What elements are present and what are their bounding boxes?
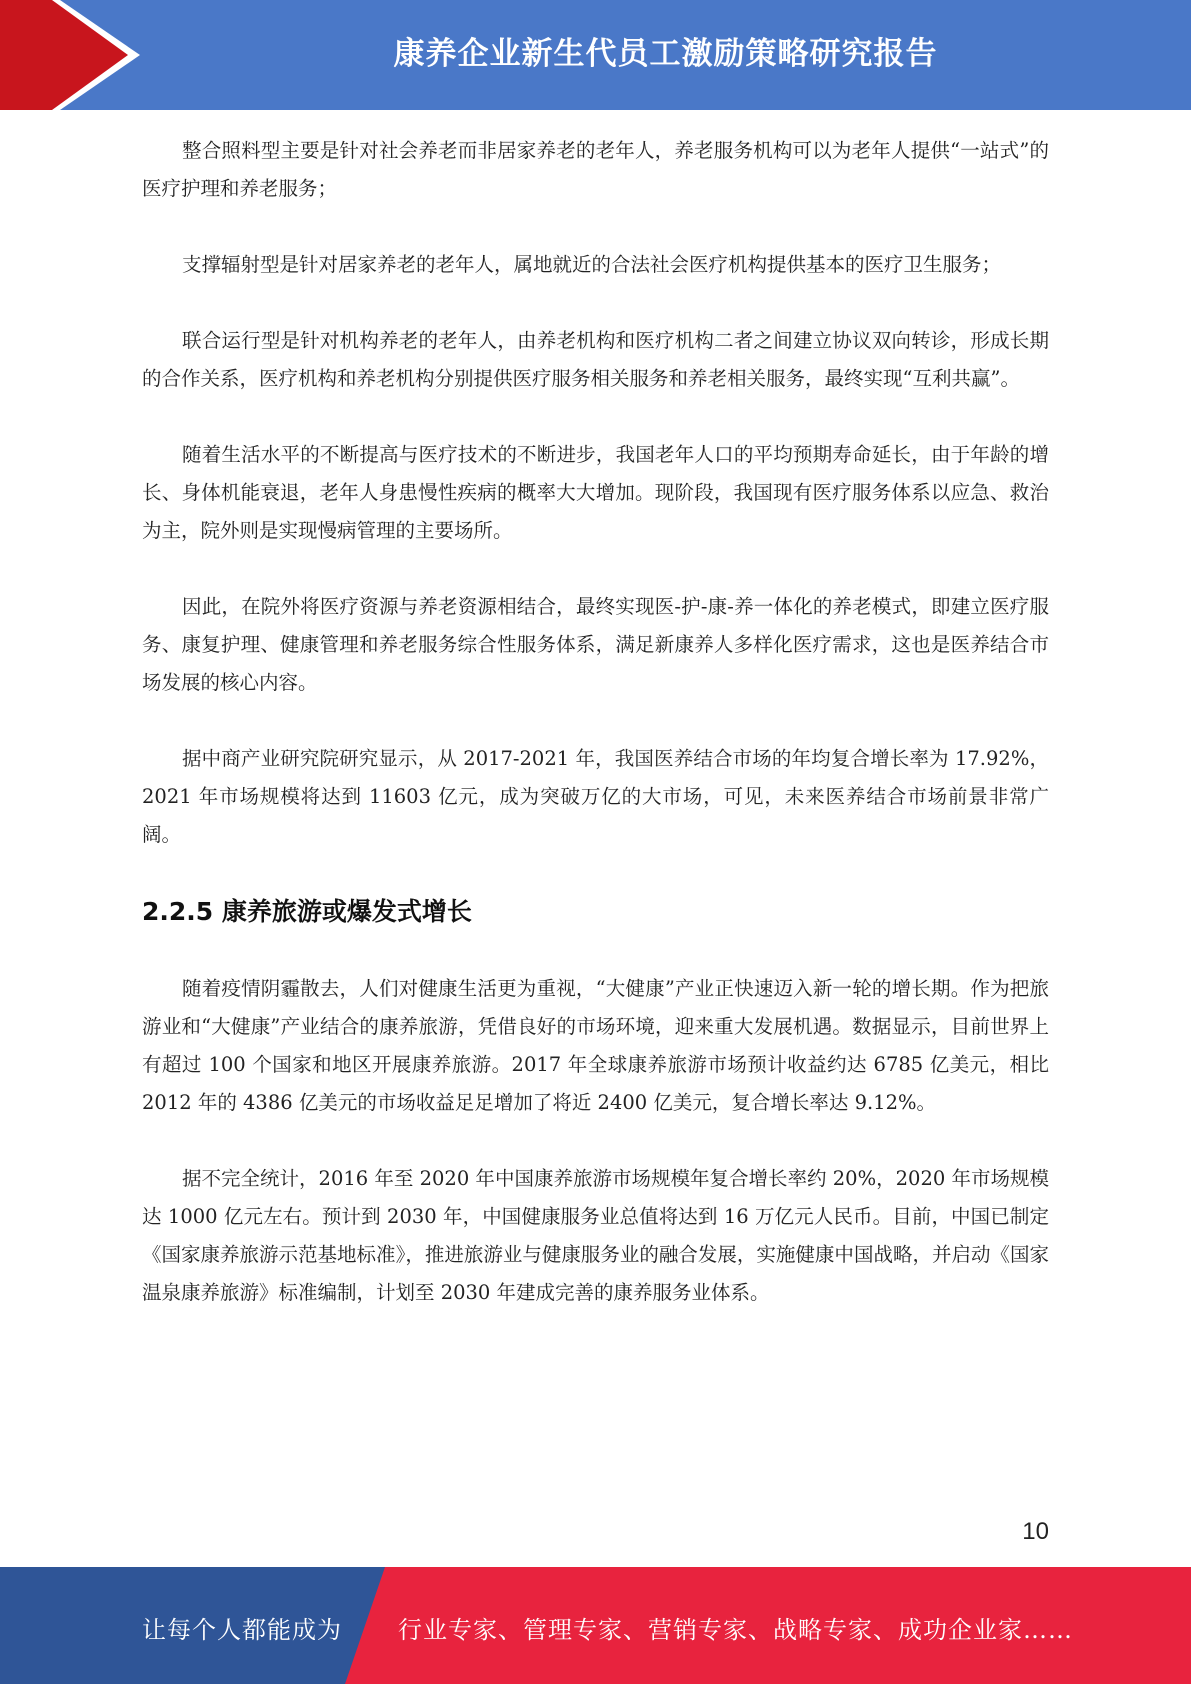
paragraph: 因此，在院外将医疗资源与养老资源相结合，最终实现医-护-康-养一体化的养老模式，即建立医疗服务、康复护理、健康管理和养老服务综合性服务体系，满足新康养人多样化医疗需求，这也是医养结合市场发展的核心内容。	[142, 595, 1049, 694]
report-title: 康养企业新生代员工激励策略研究报告	[393, 36, 938, 72]
paragraph: 据不完全统计，2016 年至 2020 年中国康养旅游市场规模年复合增长率约 20%，2020 年市场规模达 1000 亿元左右。预计到 2030 年，中国健康服务业总值将达到 16 万亿元人民币。目前，中国已制定《国家康养旅游示范基地标准》，推进旅游业与健康服务业的融合发展，实施健康中国战略，并启动《国家温泉康养旅游》标准编制，计划至 2030 年建成完善的康养服务业体系。	[142, 1167, 1049, 1304]
footer-slogan-right: 行业专家、管理专家、营销专家、战略专家、成功企业家……	[398, 1616, 1073, 1644]
paragraph: 联合运行型是针对机构养老的老年人，由养老机构和医疗机构二者之间建立协议双向转诊，形成长期的合作关系，医疗机构和养老机构分别提供医疗服务相关服务和养老相关服务，最终实现“互利共赢”。	[142, 329, 1049, 390]
red-arrow-flag-icon	[0, 0, 150, 110]
paragraph: 据中商产业研究院研究显示，从 2017-2021 年，我国医养结合市场的年均复合增长率为 17.92%，2021 年市场规模将达到 11603 亿元，成为突破万亿的大市场，可见，未来医养结合市场前景非常广阔。	[142, 747, 1049, 846]
page-header	[0, 0, 1191, 110]
paragraph: 随着生活水平的不断提高与医疗技术的不断进步，我国老年人口的平均预期寿命延长，由于年龄的增长、身体机能衰退，老年人身患慢性疾病的概率大大增加。现阶段，我国现有医疗服务体系以应急、救治为主，院外则是实现慢病管理的主要场所。	[142, 443, 1049, 542]
page-footer	[0, 1567, 1191, 1684]
footer-slogan-left: 让每个人都能成为	[142, 1616, 342, 1644]
page-number: 10	[1022, 1518, 1049, 1545]
main-content	[142, 132, 1049, 1350]
section-heading: 2.2.5 康养旅游或爆发式增长	[142, 897, 472, 926]
paragraph: 随着疫情阴霾散去，人们对健康生活更为重视，“大健康”产业正快速迈入新一轮的增长期。作为把旅游业和“大健康”产业结合的康养旅游，凭借良好的市场环境，迎来重大发展机遇。数据显示，目前世界上有超过 100 个国家和地区开展康养旅游。2017 年全球康养旅游市场预计收益约达 6785 亿美元，相比 2012 年的 4386 亿美元的市场收益足足增加了将近 2400 亿美元，复合增长率达 9.12%。	[142, 977, 1049, 1114]
paragraph: 整合照料型主要是针对社会养老而非居家养老的老年人，养老服务机构可以为老年人提供“一站式”的医疗护理和养老服务；	[142, 139, 1049, 200]
paragraph: 支撑辐射型是针对居家养老的老年人，属地就近的合法社会医疗机构提供基本的医疗卫生服务；	[182, 253, 1002, 276]
